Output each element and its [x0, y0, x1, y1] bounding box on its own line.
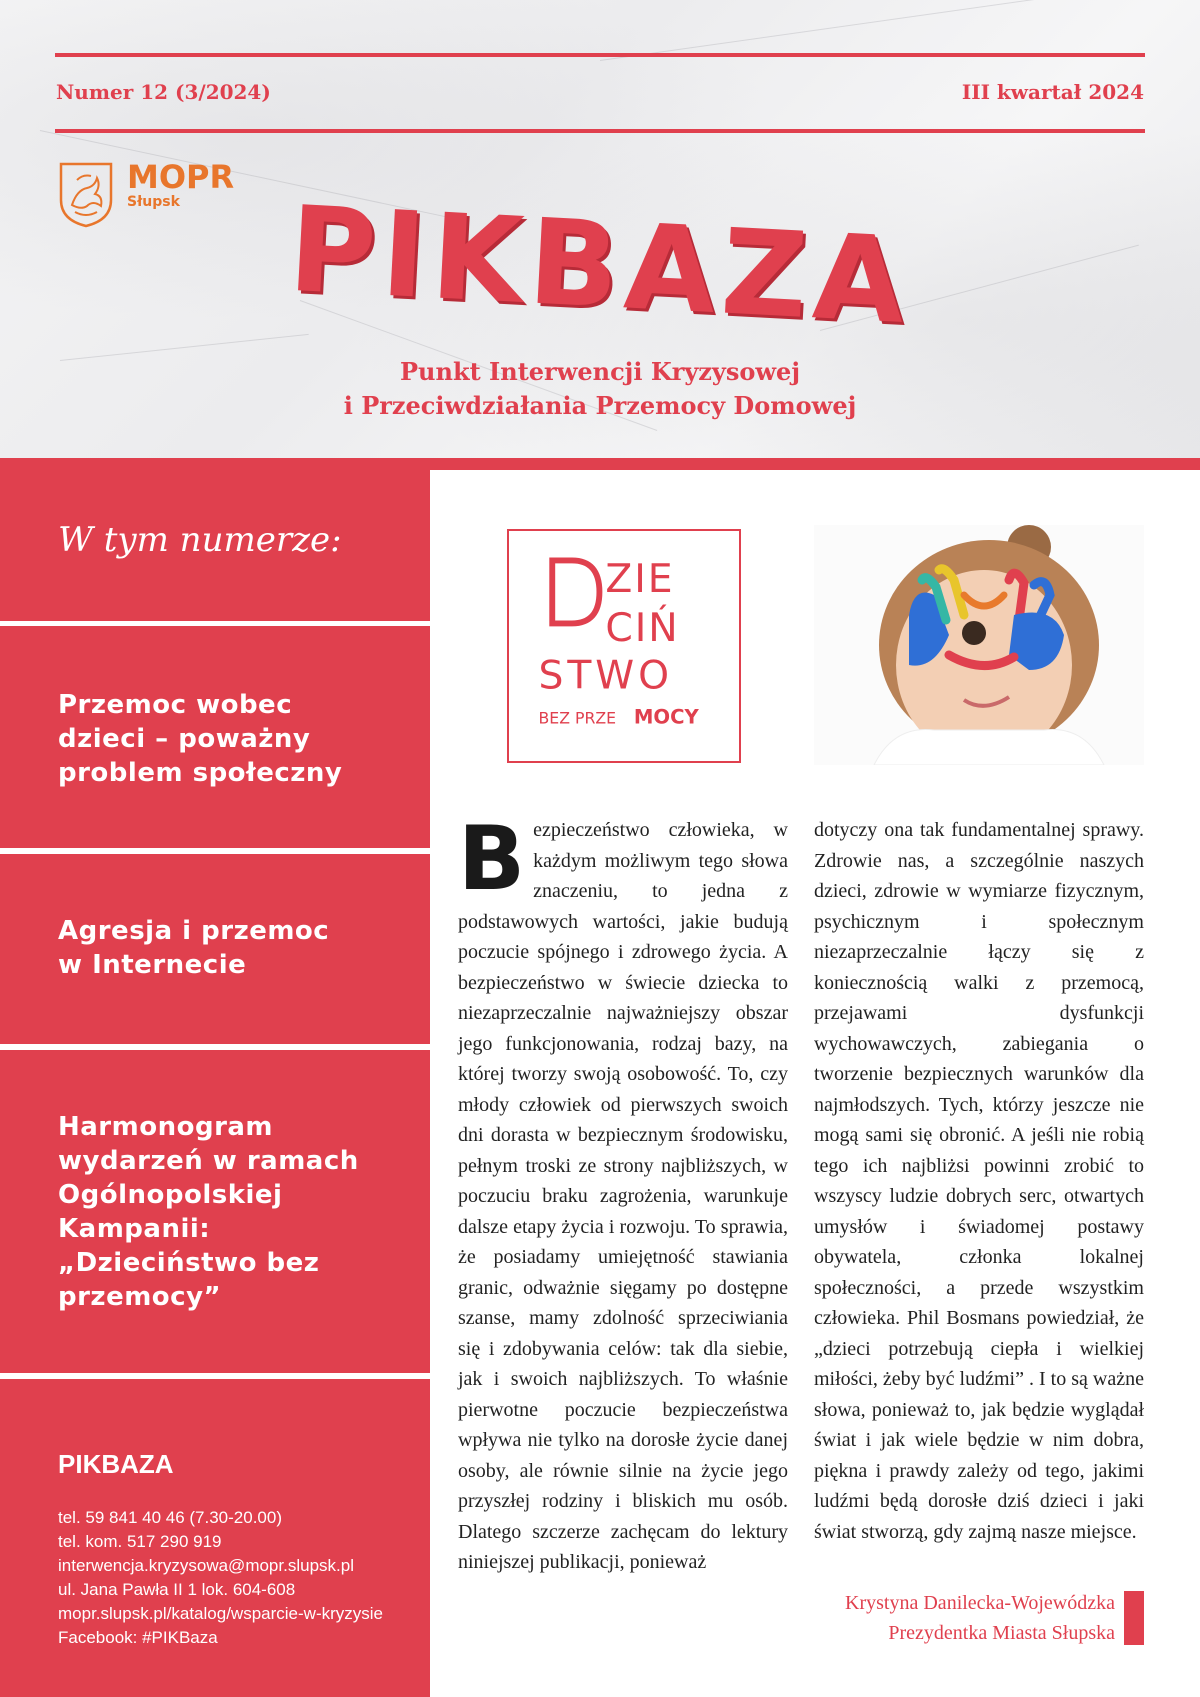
topic-1-line-2: dzieci – poważny [58, 724, 311, 754]
issue-line [56, 80, 1144, 110]
child-with-painted-hands-image [814, 525, 1144, 765]
second-rule [55, 129, 1145, 133]
contact-phone[interactable]: tel. 59 841 40 46 (7.30-20.00) [58, 1508, 282, 1527]
logo-tagline-b: MOCY [633, 705, 699, 729]
contact-title: PIKBAZA [58, 1449, 174, 1479]
top-rule [55, 53, 1145, 57]
campaign-logo [507, 529, 741, 763]
subtitle-line-2: i Przeciwdziałania Przemocy Domowej [343, 391, 857, 420]
logo-row-3: STWO [538, 653, 673, 699]
header [0, 0, 1200, 458]
topic-1-line-3: problem społeczny [58, 758, 343, 788]
topic-3-line-2: wydarzeń w ramach [58, 1146, 359, 1176]
sidebar-title: W tym numerze: [58, 520, 342, 560]
signature-role: Prezydentka Miasta Słupska [888, 1622, 1115, 1644]
logo-row-1: ZIE [605, 556, 675, 602]
article-column-right [814, 815, 1144, 1547]
logo-name: MOPR [127, 158, 235, 196]
subtitle-line-1: Punkt Interwencji Kryzysowej [400, 357, 800, 386]
contact-email[interactable]: interwencja.kryzysowa@mopr.slupsk.pl [58, 1556, 354, 1575]
contact-facebook[interactable]: Facebook: #PIKBaza [58, 1628, 218, 1647]
topic-3-line-1: Harmonogram [58, 1112, 274, 1142]
contact-address: ul. Jana Pawła II 1 lok. 604-608 [58, 1580, 296, 1599]
topic-3-line-5: „Dzieciństwo bez [58, 1248, 320, 1278]
signature [760, 1588, 1115, 1648]
topic-3-line-3: Ogólnopolskiej [58, 1180, 283, 1210]
sidebar-contact-block [0, 1379, 430, 1697]
topic-2-line-2: w Internecie [58, 950, 247, 980]
topic-3-line-6: przemocy” [58, 1282, 222, 1312]
dziecinstwo-logo-icon [509, 531, 739, 761]
topic-3-line-4: Kampanii: [58, 1214, 211, 1244]
article-column-left [458, 807, 788, 1578]
contact-mobile[interactable]: tel. kom. 517 290 919 [58, 1532, 222, 1551]
logo-row-2: CIŃ [605, 606, 680, 652]
topic-2-line-1: Agresja i przemoc [58, 916, 330, 946]
article-left-text: ezpieczeństwo człowieka, w każdym możliwym tego słowa znaczeniu, to jedna z podstawowych wartości, jakie budują poczucie spójnego i zdrowego życia. A bezpieczeństwo w świecie dziecka to niezaprzeczalnie najważniejszy obszar jego funkcjonowania, rodzaj bazy, na której tworzy swoją osobowość. To, czy młody człowiek od pierwszych swoich dni dorasta w bezpiecznym środowisku, pełnym troski ze strony najbliższych, w poczuciu braku zagrożenia, warunkuje dalsze etapy życia i rozwoju. To sprawia, że posiadamy umiejętność stawiania granic, odważnie sięgamy po dostępne szanse, mamy zdolność sprzeciwiania się i zdobywania celów: tak dla siebie, jak i swoich najbliższych. To właśnie pierwotne poczucie bezpieczeństwa wpływa nie tylko na dorosłe życie danej osoby, ale równie silnie na życie jego przyszłej rodziny i bliskich mu osób. Dlatego szczerze zachęcam do lektury niniejszej publikacji, ponieważ [458, 819, 788, 1573]
signature-accent-bar [1124, 1591, 1144, 1645]
sidebar-topic-3[interactable] [0, 1050, 430, 1373]
marble-vein [600, 0, 1115, 61]
child-photo [814, 525, 1144, 765]
drop-cap: B [458, 807, 526, 910]
logo-tagline-a: BEZ PRZE [538, 708, 617, 728]
logo-city: Słupsk [127, 194, 180, 210]
masthead-title: PIKBAZA [285, 179, 915, 351]
signature-name: Krystyna Danilecka-Wojewódzka [845, 1592, 1115, 1614]
sidebar [0, 458, 430, 1697]
contact-website[interactable]: mopr.slupsk.pl/katalog/wsparcie-w-kryzysie [58, 1604, 383, 1623]
header-divider-strip [430, 458, 1200, 470]
sidebar-topic-2[interactable] [0, 854, 430, 1044]
sidebar-topic-1[interactable] [0, 626, 430, 848]
article-right-text: dotyczy ona tak fundamentalnej sprawy. Zdrowie nas, a szczególnie naszych dzieci, zdrowie w wymiarze fizycznym, psychicznym i społecznym niezaprzeczalnie łączy się z koniecznością walki z przemocą, przejawami dysfunkcji wychowawczych, zabiegania o tworzenie bezpiecznych warunków dla najmłodszych. Tych, którzy jeszcze nie mogą sami się obronić. A jeśli nie robią tego ich najbliżsi powinni zrobić to wszyscy ludzie dobrych serc, otwartych umysłów i świadomej postawy obywatela, członka lokalnej społeczności, a przede wszystkim człowieka. Phil Bosmans powiedział, że „dzieci potrzebują ciepła i wielkiej miłości, żeby być ludźmi” . I to są ważne słowa, ponieważ to, jak będzie wyglądał świat i jak wiele będzie w nim dobra, piękna i prawdy zależy od tego, jakimi ludźmi będą dorosłe dziś dzieci i jaki świat stworzą, gdy zajmą nasze miejsce. [814, 819, 1144, 1543]
issue-quarter: III kwartał 2024 [961, 80, 1144, 104]
issue-number: Numer 12 (3/2024) [56, 80, 271, 104]
masthead-subtitle [0, 355, 1200, 423]
topic-1-line-1: Przemoc wobec [58, 690, 293, 720]
sidebar-heading-block [0, 458, 430, 621]
